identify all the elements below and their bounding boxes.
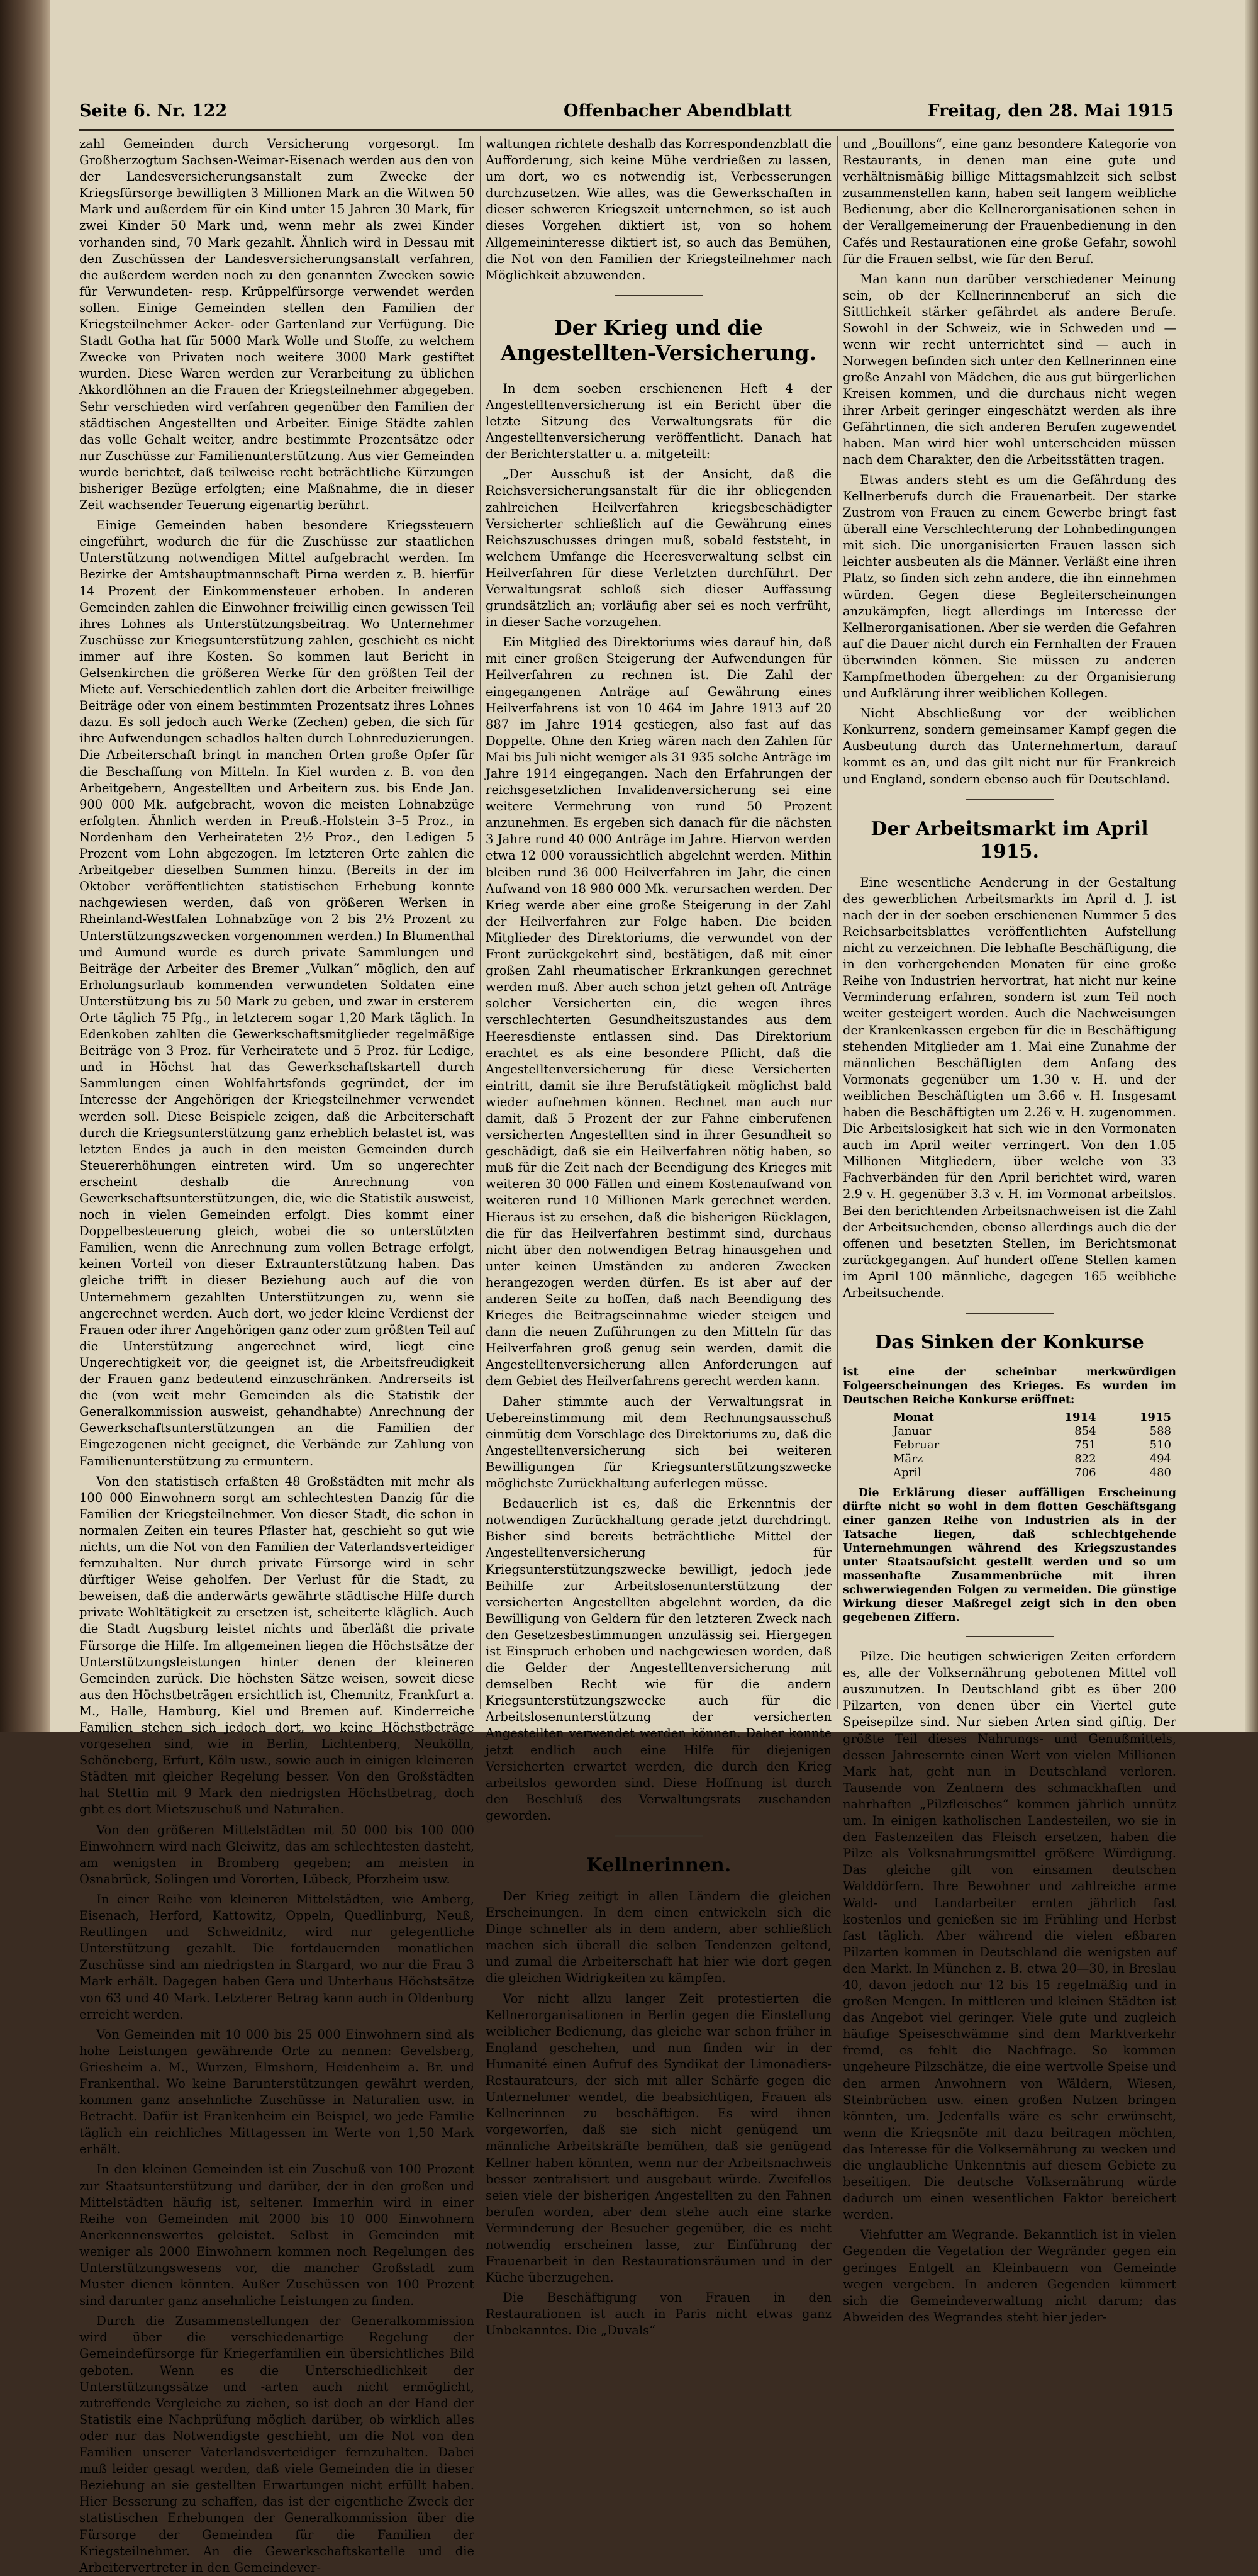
table-cell: Februar xyxy=(893,1438,940,1452)
table-cell: Januar xyxy=(893,1425,932,1438)
divider xyxy=(615,1835,703,1837)
masthead: Offenbacher Abendblatt xyxy=(564,101,792,121)
table-cell: 751 xyxy=(1074,1438,1096,1452)
column-3 xyxy=(843,136,1176,2324)
table-row xyxy=(843,1425,1176,1438)
paragraph: Man kann nun darüber verschiedener Meinung sein, ob der Kellnerinnenberuf an sich die Sittlichkeit stärker gefährdet als andere Berufe. Sowohl in der Schweiz, wie in Schweden und — wenn wir recht unterrichtet sind — auch in Norwegen befinden sich unter den Kellnerinnen eine große Anzahl von Mädchen, die aus gut bürgerlichen Kreisen kommen, und die durchaus nicht wegen ihrer Arbeit geringer eingeschätzt werden als ihre Gefährtinnen, die sich anderen Berufen zugewendet haben. Man wird hier wohl unterscheiden müssen nach dem Charakter, den die Arbeitsstätten tragen. xyxy=(843,271,1176,467)
paragraph: Vor nicht allzu langer Zeit protestierten die Kellnerorganisationen in Berlin gegen die Einstellung weiblicher Bedienung, das gleiche war schon früher in England geschehen, und nun finden wir in der Humanité einen Aufruf des Syndikat der Limonadiers-Restaurateurs, der sich mit aller Schärfe gegen die Unternehmer wendet, die beabsichtigen, Frauen als Kellnerinnen zu beschäftigen. Es wird ihnen vorgeworfen, daß sie sich nicht genügend um männliche Arbeitskräfte bemühen, daß sie genügend Kellner haben könnten, wenn nur der Arbeitsnachweis besser zentralisiert und ausgebaut würde. Zweifellos seien viele der bisherigen Angestellten zu den Fahnen berufen worden, aber dem stehe auch eine starke Verminderung der Besucher gegenüber, die es nicht notwendig erscheinen lasse, zur Einführung der Frauenarbeit in den Restaurationsräumen und in der Küche überzugehen. xyxy=(486,1991,832,2285)
divider xyxy=(966,799,1054,800)
page-edge xyxy=(1245,0,1258,1732)
paragraph: „Der Ausschuß ist der Ansicht, daß die Reichsversicherungsanstalt für die ihr obliegenden zahlreichen Heilverfahren kriegsbeschädigter Versicherter schließlich auf die Gewährung eines Reichszuschusses dringen muß, sobald feststeht, in welchem Umfange die Heeresverwaltung selbst ein Heilverfahren für diese Verletzten durchführt. Der Verwaltungsrat schloß sich dieser Auffassung grundsätzlich an; vorläufig aber sei es noch verfrüht, in dieser Sache vorzugehen. xyxy=(486,467,832,630)
paragraph: Von den größeren Mittelstädten mit 50 000 bis 100 000 Einwohnern wird nach Gleiwitz, das am schlechtesten dasteht, am wenigsten in Bromberg gegeben; am meisten in Osnabrück, Solingen und Vororten, Lübeck, Pforzheim usw. xyxy=(79,1822,474,1886)
table-cell: April xyxy=(893,1466,921,1480)
konkurs-intro: ist eine der scheinbar merkwürdigen Folgeerscheinungen des Krieges. Es wurden im Deutschen Reiche Konkurse eröffnet: xyxy=(843,1366,1176,1407)
table-row xyxy=(843,1466,1176,1480)
paragraph: In dem soeben erschienenen Heft 4 der Angestelltenversicherung ist ein Bericht über die letzte Sitzung des Verwaltungsrats für die Angestelltenversicherung veröffentlicht. Danach hat der Berichterstatter u. a. mitgeteilt: xyxy=(486,381,832,462)
book-spine xyxy=(0,0,50,1732)
table-cell: 822 xyxy=(1074,1452,1096,1466)
paragraph: Die Beschäftigung von Frauen in den Restaurationen ist auch in Paris nicht etwas ganz Unbekanntes. Die „Duvals“ xyxy=(486,2290,832,2338)
table-row xyxy=(843,1438,1176,1452)
paragraph: In den kleinen Gemeinden ist ein Zuschuß von 100 Prozent zur Staatsunterstützung und darüber, der in den großen und Mittelstädten häufig ist, seltener. Immerhin wird in einer Reihe von Gemeinden mit 2000 bis 10 000 Einwohnern Anerkennenswertes geleistet. Selbst in Gemeinden mit weniger als 2000 Einwohnern kommen noch Regelungen des Unterstützungswesens vor, die mancher Großstadt zum Muster dienen könnten. Außer Zuschüssen von 100 Prozent sind darunter ganz ansehnliche Leistungen zu finden. xyxy=(79,2162,474,2309)
table-cell: 1915 xyxy=(1139,1411,1171,1425)
divider xyxy=(615,295,703,296)
column-rule-2 xyxy=(837,136,838,1709)
table-header-row xyxy=(843,1411,1176,1425)
konkurs-text: Die Erklärung dieser auffälligen Erscheinung dürfte nicht so wohl in dem flotten Geschäftsgang einer ganzen Reihe von Industrien als in der Tatsache liegen, daß schlechtgehende Unternehmungen während des Kriegszustandes unter Staatsaufsicht gestellt werden und so um massenhafte Zusammenbrüche mit ihren schwerwiegenden Folgen zu vermeiden. Die günstige Wirkung dieser Maßregel zeigt sich in den oben gegebenen Ziffern. xyxy=(843,1487,1176,1625)
paragraph: und „Bouillons“, eine ganz besondere Kategorie von Restaurants, in denen man eine gute und verhältnismäßig billige Mittagsmahlzeit sich selbst zusammenstellen kann, haben seit langem weibliche Bedienung, aber die Kellnerorganisationen sehen in der Verallgemeinerung der Frauenbedienung in den Cafés und Restaurationen eine große Gefahr, sowohl für die Frauen selbst, wie für den Beruf. xyxy=(843,137,1176,266)
table-cell: 510 xyxy=(1149,1438,1171,1452)
table-cell: 1914 xyxy=(1064,1411,1096,1425)
page-header xyxy=(79,99,1174,131)
column-rule-1 xyxy=(480,136,481,1709)
paragraph: Viehfutter am Wegrande. Bekanntlich ist in vielen Gegenden die Vegetation der Wegränder gegen ein geringes Entgelt an Kleinbauern von Gemeinde wegen vergeben. In anderen Gegenden kümmert sich die Gemeindeverwaltung nicht darum; das Abweiden des Wegrandes steht hier jeder- xyxy=(843,2227,1176,2324)
paragraph: In einer Reihe von kleineren Mittelstädten, wie Amberg, Eisenach, Herford, Kattowitz, Oppeln, Quedlinburg, Neuß, Reutlingen und Schweidnitz, wird nur gelegentliche Unterstützung gezahlt. Die fortdauernden monatlichen Zuschüsse sind am niedrigsten in Stargard, wo nur die Frau 3 Mark erhält. Dagegen haben Gera und Unterhaus Höchstsätze von 63 und 40 Mark. Letzterer Betrag kann auch in Oldenburg erreicht werden. xyxy=(79,1891,474,2022)
issue-date: Freitag, den 28. Mai 1915 xyxy=(927,101,1174,121)
table-row xyxy=(843,1452,1176,1466)
table-cell: 480 xyxy=(1149,1466,1171,1480)
paragraph: Ein Mitglied des Direktoriums wies darauf hin, daß mit einer großen Steigerung der Aufwendungen für Heilverfahren zu rechnen ist. Die Zahl der eingegangenen Anträge auf Gewährung eines Heilverfahrens ist von 10 464 im Jahre 1913 auf 20 887 im Jahre 1914 gestiegen, also fast auf das Doppelte. Ohne den Krieg wären nach den Zahlen für Mai bis Juli nicht weniger als 31 935 solche Anträge im Jahre 1914 eingegangen. Nach den Erfahrungen der reichsgesetzlichen Invalidenversicherung sei eine weitere Vermehrung von rund 50 Prozent anzunehmen. Es ergeben sich danach für die nächsten 3 Jahre rund 40 000 Anträge im Jahre. Hiervon werden etwa 12 000 voraussichtlich abgelehnt werden. Mithin bleiben rund 36 000 Heilverfahren im Jahr, die einen Aufwand von 18 980 000 Mk. verursachen werden. Der Krieg werde aber eine große Steigerung in der Zahl der Heilverfahren zur Folge haben. Die beiden Mitglieder des Direktoriums, die verwundet von der Front zurückgekehrt sind, bestätigen, daß mit einer großen Zahl rheumatischer Erkrankungen gerechnet werden muß. Aber auch schon jetzt gehen oft Anträge solcher Versicherten ein, die wegen ihres verschlechterten Gesundheitszustandes aus dem Heeresdienste entlassen sind. Das Direktorium erachtet es als eine besondere Pflicht, daß die Angestelltenversicherung für diese Versicherten eintritt, damit sie ihre Berufstätigkeit möglichst bald wieder aufnehmen können. Rechnet man auch nur damit, daß 5 Prozent der zur Fahne einberufenen versicherten Angestellten sind in ihrer Gesundheit so geschädigt, daß sie ein Heilverfahren nötig haben, so muß für die Zeit nach der Beendigung des Krieges mit weiteren 30 000 Fällen und einem Kostenaufwand von weiteren rund 10 Millionen Mark gerechnet werden. Hieraus ist zu ersehen, daß die bisherigen Rücklagen, die für das Heilverfahren bestimmt sind, durchaus nicht über den notwendigen Betrag hinausgehen und unter keinen Umständen zu anderen Zwecken herangezogen werden dürfen. Es ist aber auf der anderen Seite zu hoffen, daß nach Beendigung des Krieges die Beitragseinnahme wieder steigen und dann die neuen Zuführungen zu den Mitteln für das Heilverfahren groß genug sein werden, damit die Angestelltenversicherung allen Anforderungen auf dem Gebiet des Heilverfahrens gerecht werden kann. xyxy=(486,635,832,1389)
table-cell: Monat xyxy=(893,1411,934,1425)
paragraph: Durch die Zusammenstellungen der Generalkommission wird über die verschiedenartige Regelung der Gemeindefürsorge für Kriegerfamilien ein übersichtliches Bild geboten. Wenn es die Unterschiedlichkeit der Unterstützungssätze und -arten auch nicht ermöglicht, zutreffende Vergleiche zu ziehen, so ist doch an der Hand der Statistik eine Nachprüfung möglich darüber, ob wirklich alles oder nur das Notwendigste geschieht, um die Not von den Familien unserer Vaterlandsverteidiger fernzuhalten. Dabei muß leider gesagt werden, daß viele Gemeinden die in dieser Beziehung an sie gestellten Erwartungen nicht erfüllt haben. Hier Besserung zu schaffen, das ist der eigentliche Zweck der statistischen Erhebungen der Generalkommission über die Fürsorge der Gemeinden für die Familien der Kriegsteilnehmer. An die Gewerkschaftskartelle und die Arbeitervertreter in den Gemeindever- xyxy=(79,2314,474,2575)
column-2 xyxy=(486,136,832,2338)
headline-arbeitsmarkt: Der Arbeitsmarkt im April 1915. xyxy=(871,817,1149,863)
paragraph: Von den statistisch erfaßten 48 Großstädten mit mehr als 100 000 Einwohnern sorgt am schlechtesten Danzig für die Familien der Kriegsteilnehmer. Von dieser Stadt, die schon in normalen Zeiten ein teures Pflaster hat, geschieht so gut wie nichts, um die Not von den Familien der Vaterlandsverteidiger fernzuhalten. Nur durch private Fürsorge wird in sehr dürftiger Weise geholfen. Der Verlust für die Stadt, zu beweisen, daß die anderwärts gewährte städtische Hilfe durch private Wohltätigkeit zu ersetzen ist, scheiterte kläglich. Auch die Stadt Augsburg leistet nichts und überläßt die private Fürsorge die Hilfe. Im allgemeinen liegen die Höchstsätze der Unterstützungsleistungen hinter denen der kleineren Gemeinden zurück. Die höchsten Sätze weisen, soweit diese aus den Höchstbeträgen ersichtlich ist, Chemnitz, Frankfurt a. M., Halle, Hamburg, Kiel und Bremen auf. Kinderreiche Familien stehen sich jedoch dort, wo keine Höchstbeträge vorgesehen sind, wie in Berlin, Lichtenberg, Neukölln, Schöneberg, Erfurt, Köln usw., sowie auch in einigen kleineren Städten mit gleicher Regelung besser. Von den Großstädten hat Stettin mit 9 Mark den niedrigsten Höchstbetrag, doch gibt es dort Mietszuschuß und Naturalien. xyxy=(79,1474,474,1817)
paragraph: Bedauerlich ist es, daß die Erkenntnis der notwendigen Zurückhaltung gerade jetzt durchdringt. Bisher sind bereits beträchtliche Mittel der Angestelltenversicherung für Kriegsunterstützungszwecke bewilligt, jedoch jede Beihilfe zur Arbeitslosenunterstützung der versicherten Angestellten abgelehnt worden, da die Bewilligung von Geldern für den letzteren Zweck nach den Gesetzesbestimmungen unzulässig sei. Hiergegen ist Einspruch erhoben und nachgewiesen worden, daß die Gelder der Angestelltenversicherung mit demselben Recht wie für die andern Kriegsunterstützungszwecke auch für die Arbeitslosenunterstützung der versicherten Angestellten verwendet werden können. Daher konnte jetzt endlich auch eine Hilfe für diejenigen Versicherten erwartet werden, die durch den Krieg arbeitslos geworden sind. Diese Hoffnung ist durch den Beschluß des Verwaltungsrats zuschanden geworden. xyxy=(486,1496,832,1823)
headline-konkurse: Das Sinken der Konkurse xyxy=(875,1331,1144,1354)
paragraph: Einige Gemeinden haben besondere Kriegssteuern eingeführt, wodurch die für die Zuschüsse zur staatlichen Unterstützung notwendigen Mittel aufgebracht werden. Im Bezirke der Amtshauptmannschaft Pirna werden z. B. hierfür 14 Prozent der Einkommensteuer erhoben. In anderen Gemeinden zahlen die Einwohner freiwillig einen gewissen Teil ihres Lohnes als Unterstützungsbeitrag. Wo Unternehmer Zuschüsse zur Kriegsunterstützung zahlen, geschieht es nicht immer auf ihre Kosten. So kommen laut Bericht in Gelsenkirchen die größeren Werke für den größten Teil der Miete auf. Verschiedentlich zahlen dort die Arbeiter freiwillige Beiträge oder von einem bestimmten Prozentsatz ihres Lohnes dazu. Es soll jedoch auch Werke (Zechen) geben, die sich für ihre Aufwendungen schadlos halten durch Lohnreduzierungen. Die Arbeiterschaft bringt in manchen Orten große Opfer für die Beschaffung von Mitteln. In Kiel wurden z. B. von den Arbeitgebern, Angestellten und Arbeitern zus. bis Ende Jan. 900 000 Mk. aufgebracht, wovon die meisten Lohnabzüge erfolgten. Ähnlich werden in Preuß.-Holstein 3–5 Proz., in Nordenham den Verheirateten 2½ Proz., den Ledigen 5 Prozent vom Lohn abgezogen. Im letzteren Orte zahlen die Arbeitgeber dieselben Summen hinzu. (Bereits in der im Oktober veröffentlichten statistischen Erhebung konnte nachgewiesen werden, daß von größeren Werken in Rheinland-Westfalen Lohnabzüge von 2 bis 2½ Prozent zu Unterstützungszwecken vorgenommen werden.) In Blumenthal und Aumund wurde es durch private Sammlungen und Beiträge der Arbeiter des Bremer „Vulkan“ möglich, den auf Erholungsurlaub kommenden verwundeten Soldaten eine Unterstützung bis zu 50 Mark zu geben, und zwar in ersterem Orte täglich 75 Pfg., in letzterem sogar 1,20 Mark täglich. In Edenkoben zahlten die Gewerkschaftsmitglieder regelmäßige Beiträge von 3 Proz. für Verheiratete und 5 Proz. für Ledige, und in Höchst hat das Gewerkschaftskartell durch Sammlungen einen Wohlfahrtsfonds gegründet, der im Interesse der Angehörigen der Kriegsteilnehmer verwendet werden soll. Diese Beispiele zeigen, daß die Arbeiterschaft durch die Kriegsunterstützung ganz erheblich belastet ist, was letzten Endes ja auch in den meisten Gemeinden durch Steuererhöhungen eintreten wird. Um so ungerechter erscheint deshalb die Anrechnung von Gewerkschaftsunterstützungen, die, wie die Statistik ausweist, noch in vielen Gemeinden erfolgt. Dies kommt einer Doppelbesteuerung gleich, wobei die so unterstützten Familien, wenn die Anrechnung zum vollen Betrage erfolgt, keinen Vorteil von dieser Extraunterstützung haben. Das gleiche trifft in dieser Beziehung auch auf die von Unternehmern gezahlten Unterstützungen zu, wenn sie angerechnet werden. Auch dort, wo jeder kleine Verdienst der Frauen oder ihrer Angehörigen ganz oder zum größten Teil auf die Unterstützung angerechnet wird, liegt eine Ungerechtigkeit vor, die geeignet ist, die Arbeitsfreudigkeit der Frauen ganz bedeutend einzuschränken. Andrerseits ist die (von weit mehr Gemeinden als die Statistik der Generalkommission ausweist, gehandhabte) Anrechnung der Gewerkschaftsunterstützungen an die Familien der Eingezogenen nicht geeignet, die Verbände zur Zahlung von Familienunterstützung zu ermuntern. xyxy=(79,518,474,1469)
paragraph: Nicht Abschließung vor der weiblichen Konkurrenz, sondern gemeinsamer Kampf gegen die Ausbeutung durch das Unternehmertum, darauf kommt es an, und das gilt nicht nur für Frankreich und England, sondern ebenso auch für Deutschland. xyxy=(843,706,1176,787)
konkurs-table xyxy=(843,1411,1176,1480)
table-cell: März xyxy=(893,1452,923,1466)
paragraph: Von Gemeinden mit 10 000 bis 25 000 Einwohnern sind als hohe Leistungen gewährende Orte zu nennen: Gevelsberg, Griesheim a. M., Wurzen, Elmshorn, Heidenheim a. Br. und Frankenthal. Wo keine Barunterstützungen gewährt werden, kommen ganz ansehnliche Zuschüsse in Naturalien usw. in Betracht. Dafür ist Frankenheim ein Beispiel, wo jede Familie täglich ein reichliches Mittagessen im Werte von 1,50 Mark erhält. xyxy=(79,2027,474,2157)
paragraph: zahl Gemeinden durch Versicherung vorgesorgt. Im Großherzogtum Sachsen-Weimar-Eisenach werden aus den von der Landesversicherungsanstalt zum Zwecke der Kriegsfürsorge bewilligten 3 Millionen Mark an die Witwen 50 Mark und außerdem für ein Kind unter 15 Jahren 30 Mark, für zwei Kinder 50 Mark und, wenn mehr als zwei Kinder vorhanden sind, 70 Mark gezahlt. Ähnlich wird in Dessau mit den Zuschüssen der Landesversicherungsanstalt verfahren, die außerdem werden noch zu den genannten Zwecken sowie für Verwundeten- resp. Krüppelfürsorge verwendet werden sollen. Einige Gemeinden stellen den Familien der Kriegsteilnehmer Acker- oder Gartenland zur Verfügung. Die Stadt Gotha hat für 5000 Mark Wolle und Stoffe, zu welchem Zwecke von Privaten noch weitere 3000 Mark gestiftet wurden. Diese Waren werden zur Verarbeitung zu üblichen Akkordlöhnen an die Frauen der Kriegsteilnehmer abgegeben. Sehr verschieden wird verfahren gegenüber den Familien der städtischen Angestellten und Arbeiter. Einige Städte zahlen das volle Gehalt weiter, andre bestimmte Prozentsätze oder nur Zuschüsse zur Familienunterstützung. Aus vier Gemeinden wurde berichtet, daß teilweise recht beträchtliche Kürzungen bisheriger Bezüge erfolgten; eine Maßnahme, die in dieser Zeit wachsender Teuerung eigenartig berührt. xyxy=(79,137,474,513)
paragraph: Etwas anders steht es um die Gefährdung des Kellnerberufs durch die Frauenarbeit. Der starke Zustrom von Frauen zu einem Gewerbe bringt fast überall eine Verschlechterung der Lohnbedingungen mit sich. Die unorganisierten Frauen lassen sich leichter ausbeuten als die Männer. Verläßt eine ihren Platz, so finden sich zehn andere, die ihn einnehmen würden. Gegen diese Begleiterscheinungen anzukämpfen, liegt allerdings im Interesse der Kellnerorganisationen. Aber sie werden die Gefahren auf die Dauer nicht durch ein Fernhalten der Frauen überwinden können. Sie müssen zu anderen Kampfmethoden übergehen: zu der Organisierung und Aufklärung ihrer weiblichen Kollegen. xyxy=(843,472,1176,701)
paragraph: Pilze. Die heutigen schwierigen Zeiten erfordern es, alle der Volksernährung gebotenen Mittel voll auszunutzen. In Deutschland gibt es über 200 Pilzarten, von denen über ein Viertel gute Speisepilze sind. Nur sieben Arten sind giftig. Der größte Teil dieses Nahrungs- und Genußmittels, dessen Jahresernte einen Wert von vielen Millionen Mark hat, geht nun in Deutschland verloren. Tausende von Zentnern des schmackhaften und nahrhaften „Pilzfleisches“ kommen jährlich unnütz um. In einigen katholischen Landesteilen, wo sie in den Fastenzeiten das Fleisch ersetzen, haben die Pilze als Volksnahrungsmittel größere Würdigung. Das gleiche gilt von einsamen deutschen Walddörfern. Ihre Bewohner und zahlreiche arme Wald- und Landarbeiter ernten jährlich fast kostenlos und genießen sie im Frühling und Herbst fast täglich. Aber während die vielen eßbaren Pilzarten kommen in Deutschland die wenigsten auf den Markt. In München z. B. etwa 20—30, in Breslau 40, davon jedoch nur 12 bis 15 regelmäßig und in großen Mengen. In mittleren und kleinen Städten ist das Angebot viel geringer. Viele gute und zugleich häufige Speiseschwämme sind dem Marktverkehr fremd, es fehlt die Nachfrage. So kommen ungeheure Pilzschätze, die eine wertvolle Speise und den armen Anwohnern von Wäldern, Wiesen, Steinbrüchen usw. einen großen Nutzen bringen könnten, um. Jedenfalls wäre es sehr erwünscht, wenn die Kriegsnöte mit dazu beitragen möchten, das Interesse für die Volksernährung zu wecken und die unglaubliche Unkenntnis auf diesem Gebiete zu beseitigen. Die deutsche Volksernährung würde dadurch um einen wesentlichen Faktor bereichert werden. xyxy=(843,1649,1176,2222)
table-cell: 494 xyxy=(1149,1452,1171,1466)
page-number: Seite 6. Nr. 122 xyxy=(79,101,228,121)
table-cell: 706 xyxy=(1074,1466,1096,1480)
table-cell: 588 xyxy=(1149,1425,1171,1438)
divider xyxy=(966,1636,1054,1637)
paragraph: Der Krieg zeitigt in allen Ländern die gleichen Erscheinungen. In dem einen entwickeln sich die Dinge schneller als in dem andern, aber schließlich machen sich überall die selben Tendenzen geltend, und zumal die Arbeiterschaft hat hier wie dort gegen die gleichen Widrigkeiten zu kämpfen. xyxy=(486,1889,832,1986)
column-1 xyxy=(79,136,474,2575)
table-cell: 854 xyxy=(1074,1425,1096,1438)
headline-angestellten-versicherung: Der Krieg und die Angestellten-Versicherung. xyxy=(500,315,817,365)
paragraph: Daher stimmte auch der Verwaltungsrat in Uebereinstimmung mit dem Rechnungsausschuß einmütig dem Vorschlage des Direktoriums zu, daß die Angestelltenversicherung sich bei weiteren Bewilligungen für Kriegsunterstützungszwecke möglichste Zurückhaltung auferlegen müsse. xyxy=(486,1394,832,1491)
divider xyxy=(966,1313,1054,1314)
paragraph: Eine wesentliche Aenderung in der Gestaltung des gewerblichen Arbeitsmarkts im April d. J. ist nach der in der soeben erschienenen Nummer 5 des Reichsarbeitsblattes veröffentlichten Aufstellung nicht zu verzeichnen. Die lebhafte Beschäftigung, die in den vorhergehenden Monaten für eine große Reihe von Industrien hervortrat, hat nicht nur keine Verminderung erfahren, sondern ist zum Teil noch weiter gesteigert worden. Auch die Nachweisungen der Krankenkassen ergeben für die in Beschäftigung stehenden Mitglieder am 1. Mai eine Zunahme der männlichen Beschäftigten dem Anfang des Vormonats gegenüber um 1.30 v. H. und der weiblichen Beschäftigten um 3.66 v. H. Insgesamt haben die Beschäftigten um 2.26 v. H. zugenommen. Die Arbeitslosigkeit hat sich wie in den Vormonaten auch im April weiter verringert. Von den 1.05 Millionen Mitgliedern, über welche von 33 Fachverbänden für den April berichtet wird, waren 2.9 v. H. gegenüber 3.3 v. H. im Vormonat arbeitslos. Bei den berichtenden Arbeitsnachweisen ist die Zahl der Arbeitsuchenden, ebenso allerdings auch die der offenen und besetzten Stellen, im Berichtsmonat zurückgegangen. Auf hundert offene Stellen kamen im April 100 männliche, dagegen 165 weibliche Arbeitsuchende. xyxy=(843,875,1176,1300)
paragraph: waltungen richtete deshalb das Korrespondenzblatt die Aufforderung, sich keine Mühe verdrießen zu lassen, um dort, wo es notwendig ist, Verbesserungen durchzusetzen. Wie alles, was die Gewerkschaften in dieser schweren Kriegszeit unternehmen, so ist auch dieses Vorgehen diktiert ist, von so hohem Allgemeininteresse diktiert ist, so auch das Bemühen, die Not von den Familien der Kriegsteilnehmer nach Möglichkeit abzuwenden. xyxy=(486,137,832,283)
headline-kellnerinnen: Kellnerinnen. xyxy=(586,1854,732,1876)
